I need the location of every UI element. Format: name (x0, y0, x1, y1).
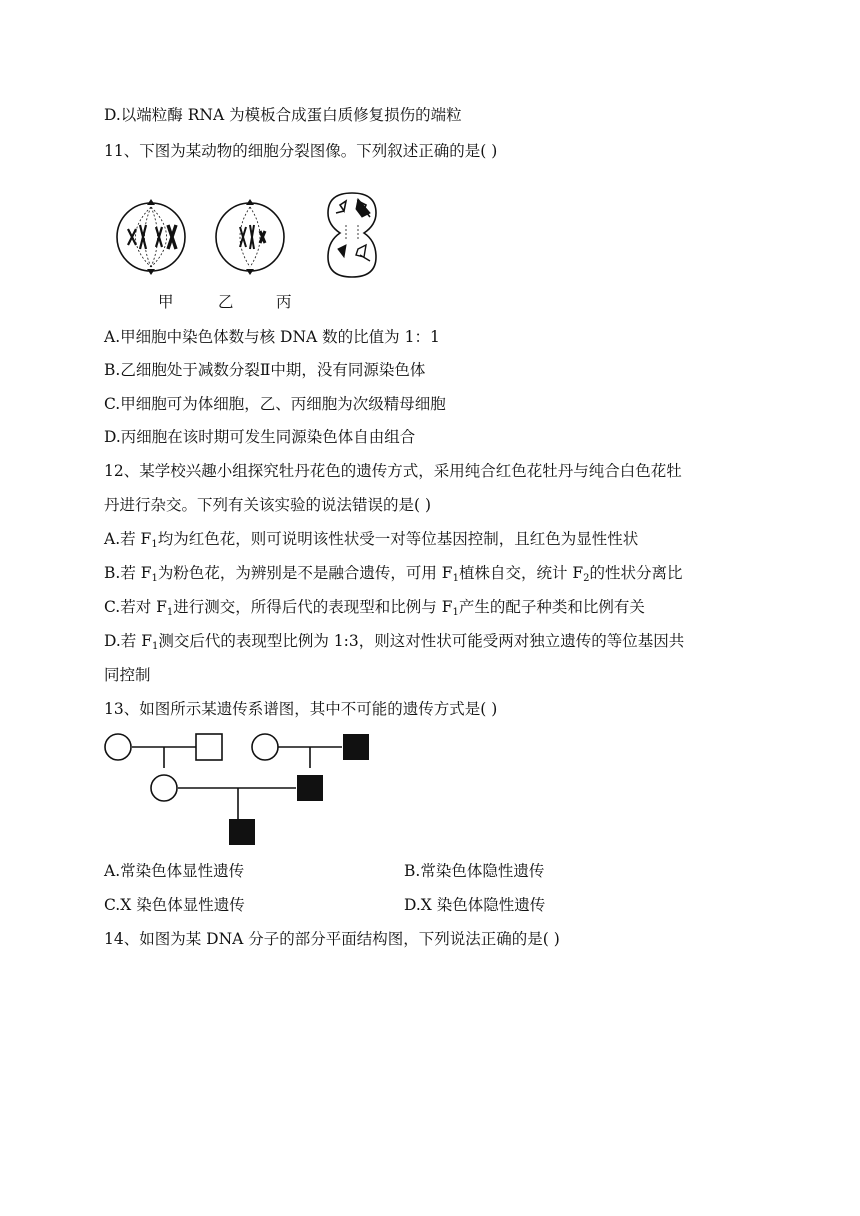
q12-option-c: C.若对 $F_1$进行测交，所得后代的表现型和比例与 $F_1$产生的配子种类和比例有关 (104, 598, 645, 618)
q12-stem-line2: 丹进行杂交。下列有关该实验的说法错误的是( ) (104, 496, 432, 514)
q12-option-d-cont: 同控制 (104, 666, 151, 684)
figure-label-bing: 丙 (276, 293, 292, 311)
q13-stem: 13、如图所示某遗传系谱图，其中不可能的遗传方式是( ) (104, 700, 498, 718)
figure-label-yi: 乙 (218, 293, 234, 311)
cell-jia (117, 199, 185, 275)
q11-option-a: A.甲细胞中染色体数与核 DNA 数的比值为 1：1 (104, 328, 440, 346)
pedigree-female-unaffected (151, 775, 177, 801)
pedigree-male-affected (297, 775, 323, 801)
q13-option-a: A.常染色体显性遗传 (104, 862, 245, 880)
q13-option-b: B.常染色体隐性遗传 (404, 862, 545, 880)
q11-option-b: B.乙细胞处于减数分裂Ⅱ中期，没有同源染色体 (104, 361, 426, 379)
pedigree-female-unaffected (105, 734, 131, 760)
pedigree-male-affected (229, 819, 255, 845)
q12-option-b: B.若 $F_1$为粉色花，为辨别是不是融合遗传，可用 $F_1$植株自交，统计 $F_2$的性状分离比 (104, 564, 683, 584)
cell-division-figure (100, 185, 400, 285)
q10-option-d: D.以端粒酶 RNA 为模板合成蛋白质修复损伤的端粒 (104, 106, 462, 124)
cell-yi (216, 199, 284, 275)
q12-option-d: D.若 $F_1$测交后代的表现型比例为 1:3，则这对性状可能受两对独立遗传的等位基因共 (104, 632, 685, 652)
q11-option-d: D.丙细胞在该时期可发生同源染色体自由组合 (104, 428, 416, 446)
pedigree-male-affected (343, 734, 369, 760)
q12-option-a: A.若 $F_1$均为红色花，则可说明该性状受一对等位基因控制，且红色为显性性状 (104, 530, 639, 550)
figure-label-jia: 甲 (158, 293, 174, 311)
pedigree-male-unaffected (196, 734, 222, 760)
q13-option-d: D.X 染色体隐性遗传 (404, 896, 546, 914)
q13-option-c: C.X 染色体显性遗传 (104, 896, 245, 914)
q11-option-c: C.甲细胞可为体细胞，乙、丙细胞为次级精母细胞 (104, 395, 446, 413)
q12-stem-line1: 12、某学校兴趣小组探究牡丹花色的遗传方式，采用纯合红色花牡丹与纯合白色花牡 (104, 462, 682, 480)
pedigree-female-unaffected (252, 734, 278, 760)
cell-bing (328, 193, 376, 277)
pedigree-chart (100, 728, 380, 852)
q11-stem: 11、下图为某动物的细胞分裂图像。下列叙述正确的是( ) (104, 142, 498, 160)
q14-stem: 14、如图为某 DNA 分子的部分平面结构图，下列说法正确的是( ) (104, 930, 560, 948)
